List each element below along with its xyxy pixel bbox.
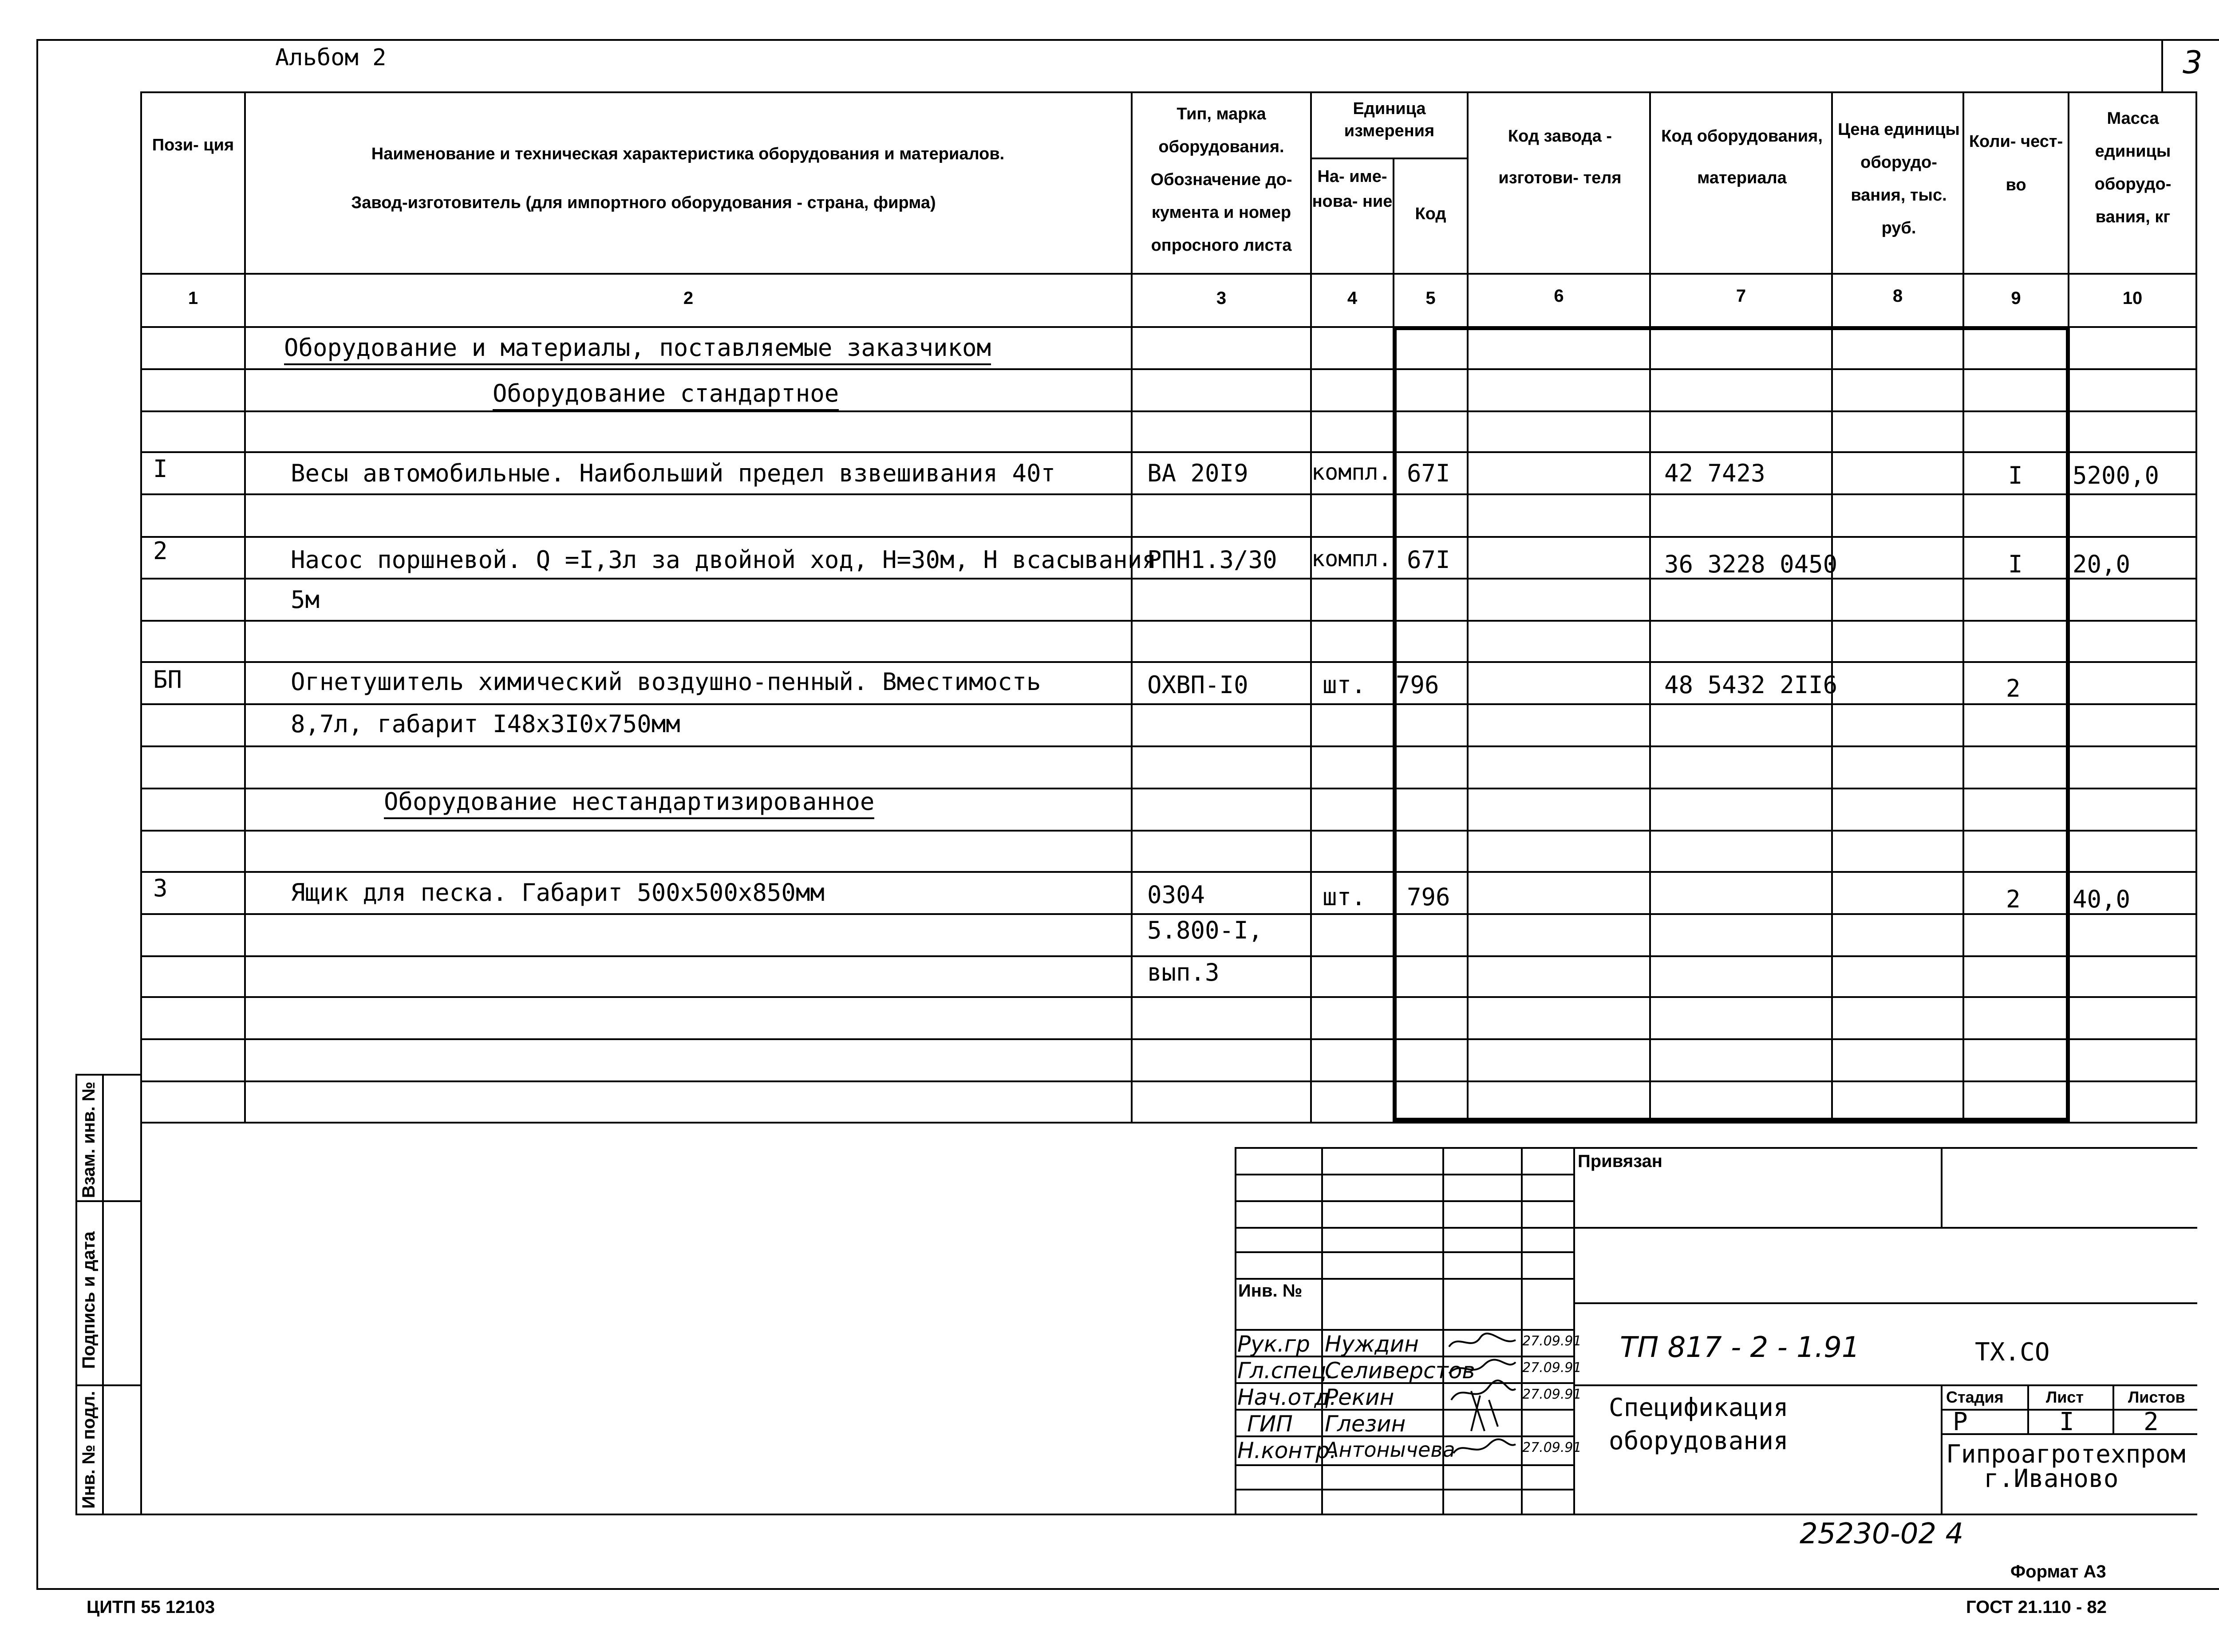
- header-col2-line1: Наименование и техническая характеристика оборудования и материалов.: [371, 145, 1005, 163]
- tb-line: [1573, 1384, 2197, 1386]
- colnum-7: 7: [1736, 286, 1746, 306]
- cell-equip-code: 42 7423: [1664, 459, 1765, 487]
- header-col2-line2: Завод-изготовитель (для импортного оборудования - страна, фирма): [351, 193, 936, 212]
- cell-qty: I: [2008, 461, 2023, 489]
- col-sep: [244, 91, 246, 1124]
- sheets-value: 2: [2144, 1408, 2159, 1436]
- tb-sep: [1521, 1147, 1523, 1515]
- cell-type: ВА 20I9: [1147, 459, 1248, 487]
- sheets-label: Листов: [2128, 1388, 2185, 1406]
- gost-label: ГОСТ 21.110 - 82: [1966, 1597, 2107, 1617]
- header-bottom: [140, 273, 2197, 275]
- cell-qty: I: [2008, 550, 2023, 578]
- row-line: [140, 1038, 2197, 1040]
- cell-type: 0304: [1147, 881, 1205, 909]
- tb-row: [1235, 1251, 1573, 1253]
- drawing-frame: [36, 39, 2219, 1590]
- section-heading: Оборудование нестандартизированное: [384, 788, 874, 819]
- doc-mark: ТХ.СО: [1975, 1338, 2050, 1367]
- tb-sep: [1941, 1384, 1943, 1515]
- cell-code: 67I: [1407, 459, 1450, 487]
- col-sep: [1831, 91, 1833, 1124]
- header-col9: Коли- чест- во: [1969, 132, 2063, 194]
- person-name: Глезин: [1325, 1411, 1406, 1437]
- page-number-box: [2161, 39, 2163, 92]
- tb-row: [1235, 1464, 1573, 1466]
- side-col-mid: [102, 1074, 104, 1515]
- row-line: [140, 451, 2197, 453]
- org-name: Гипроагротехпром: [1946, 1440, 2186, 1469]
- col-sep: [1131, 91, 1133, 1124]
- side-col-left: [75, 1074, 77, 1515]
- row-line: [140, 368, 2197, 370]
- sign-date: 27.09.91: [1522, 1360, 1582, 1376]
- cell-name: Весы автомобильные. Наибольший предел взвешивания 40т: [291, 459, 1056, 487]
- thick-box-right: [2066, 326, 2070, 1122]
- role-label: Гл.спец.: [1237, 1358, 1334, 1384]
- cell-unit: шт.: [1323, 671, 1366, 699]
- section-heading: Оборудование и материалы, поставляемые заказчиком: [284, 334, 991, 365]
- cell-mass: 5200,0: [2073, 461, 2160, 489]
- colnum-8: 8: [1892, 286, 1903, 306]
- section-heading: Оборудование стандартное: [493, 379, 839, 411]
- tb-line: [1573, 1227, 2197, 1229]
- cell-name: Огнетушитель химический воздушно-пенный. Вместимость: [291, 668, 1041, 696]
- cell-mass: 20,0: [2073, 550, 2131, 578]
- cell-name: Насос поршневой. Q =I,3л за двойной ход, Н=30м, Н всасывания: [291, 546, 1157, 574]
- colnum-1: 1: [188, 288, 198, 308]
- stage-value: Р: [1953, 1408, 1968, 1436]
- row-line: [140, 871, 2197, 873]
- cell-pos: 2: [153, 537, 168, 565]
- person-name: Нуждин: [1325, 1331, 1419, 1357]
- cell-mass: 40,0: [2073, 885, 2131, 913]
- org-city: г.Иваново: [1984, 1464, 2119, 1493]
- side-col-right: [140, 1074, 142, 1515]
- row-line: [140, 661, 2197, 663]
- doc-title-line1: Спецификация: [1609, 1393, 1789, 1422]
- cell-equip-code: 36 3228 0450: [1664, 550, 1838, 578]
- row-line: [140, 913, 2197, 915]
- side-label-sign: Подпись и дата: [79, 1231, 99, 1369]
- privyazan-label: Привязан: [1578, 1151, 1662, 1171]
- side-line: [75, 1384, 142, 1386]
- col-sep: [1467, 91, 1469, 1124]
- stage-label: Стадия: [1946, 1388, 2004, 1406]
- person-name: Селиверстов: [1325, 1358, 1475, 1384]
- cell-qty: 2: [2006, 674, 2021, 702]
- unit-split: [1310, 158, 1469, 159]
- page-number: 3: [2183, 44, 2203, 81]
- cell-name-cont: 8,7л, габарит I48x3I0x750мм: [291, 710, 680, 738]
- tb-bottom: [140, 1514, 2197, 1515]
- sign-date: 27.09.91: [1522, 1333, 1582, 1349]
- row-line: [140, 955, 2197, 957]
- row-line: [140, 745, 2197, 747]
- cell-unit: шт.: [1323, 883, 1366, 911]
- col-sep: [1310, 91, 1312, 1124]
- cell-equip-code: 48 5432 2II6: [1664, 671, 1838, 699]
- thick-box-bottom: [1393, 1118, 2070, 1122]
- header-col4: На- име- нова- ние: [1312, 167, 1393, 211]
- format-label: Формат А3: [2010, 1562, 2106, 1581]
- row-line: [140, 703, 2197, 705]
- doc-code: ТП 817 - 2 - 1.91: [1620, 1331, 1860, 1364]
- doc-title-line2: оборудования: [1609, 1427, 1789, 1455]
- cell-pos: 3: [153, 874, 168, 902]
- row-line: [140, 830, 2197, 832]
- cell-code: 796: [1396, 671, 1439, 699]
- colnum-9: 9: [2011, 288, 2021, 308]
- header-col8: Цена единицы оборудо- вания, тыс. руб.: [1838, 120, 1960, 237]
- cell-pos: I: [153, 455, 168, 483]
- row-line: [140, 578, 2197, 580]
- signature-scribbles: [1445, 1329, 1520, 1462]
- header-col7: Код оборудования, материала: [1661, 127, 1823, 187]
- person-name: Антонычева: [1325, 1438, 1455, 1462]
- cell-unit: компл.: [1311, 546, 1392, 572]
- table-bottom: [140, 1122, 2197, 1124]
- tb-top: [1235, 1147, 2197, 1149]
- row-line: [140, 536, 2197, 538]
- header-unit: Единица измерения: [1344, 99, 1435, 140]
- row-line: [140, 996, 2197, 998]
- colnum-4: 4: [1347, 288, 1358, 308]
- row-line: [140, 1080, 2197, 1082]
- cell-qty: 2: [2006, 885, 2021, 913]
- cell-code: 67I: [1407, 546, 1450, 574]
- header-col5: Код: [1415, 205, 1446, 223]
- tb-row: [1235, 1278, 1573, 1280]
- tb-row: [1235, 1174, 1573, 1175]
- album-label: Альбом 2: [275, 44, 387, 71]
- sheet-value: I: [2059, 1408, 2074, 1436]
- row-line: [140, 493, 2197, 495]
- sign-date: 27.09.91: [1522, 1440, 1582, 1455]
- colnum-2: 2: [683, 288, 694, 308]
- side-label-zam: Взам. инв. №: [79, 1081, 99, 1198]
- tb-left: [1235, 1147, 1236, 1515]
- row-line: [140, 410, 2197, 412]
- table-right: [2195, 91, 2197, 1124]
- tb-row: [1235, 1200, 1573, 1202]
- col-sep: [1649, 91, 1651, 1124]
- side-line: [75, 1074, 142, 1076]
- tb-sep: [1573, 1147, 1575, 1515]
- archive-number: 25230-02 4: [1800, 1518, 1964, 1550]
- thick-box-top: [1393, 326, 2070, 330]
- header-col3: Тип, марка оборудования. Обозначение до- кумента и номер опросного листа: [1150, 105, 1292, 255]
- tb-row: [1235, 1329, 1573, 1331]
- footer-left: ЦИТП 55 12103: [87, 1597, 215, 1617]
- row-line: [140, 620, 2197, 622]
- header-col6: Код завода - изготови- теля: [1498, 127, 1622, 187]
- sign-date: 27.09.91: [1522, 1387, 1582, 1402]
- tb-row: [1235, 1489, 1573, 1490]
- cell-name: Ящик для песка. Габарит 500x500x850мм: [291, 879, 825, 907]
- tb-line: [1573, 1302, 2197, 1304]
- table-left: [140, 91, 142, 1124]
- col-sep: [1962, 91, 1964, 1124]
- header-col1: Пози- ция: [152, 136, 234, 154]
- table-top: [140, 91, 2197, 93]
- inv-label: Инв. №: [1238, 1281, 1303, 1301]
- tb-row: [1235, 1227, 1573, 1229]
- cell-type-cont: вып.3: [1147, 958, 1220, 986]
- tb-sep: [1941, 1147, 1943, 1227]
- cell-pos: БП: [153, 666, 182, 694]
- colnum-6: 6: [1554, 286, 1564, 306]
- side-label-inv: Инв. № подл.: [79, 1391, 99, 1509]
- colnum-5: 5: [1425, 288, 1436, 308]
- cell-code: 796: [1407, 883, 1450, 911]
- side-line: [75, 1514, 142, 1515]
- colnum-10: 10: [2122, 288, 2143, 308]
- cell-unit: компл.: [1311, 459, 1392, 485]
- role-label: Нач.отд.: [1237, 1384, 1337, 1410]
- thick-box-left: [1393, 326, 1397, 1122]
- header-col10: Масса единицы оборудо- вания, кг: [2094, 109, 2172, 226]
- tb-sep: [2112, 1384, 2114, 1433]
- role-label: Н.контр.: [1237, 1438, 1337, 1463]
- role-label: ГИП: [1247, 1411, 1293, 1437]
- tb-sep: [2027, 1384, 2029, 1433]
- cell-type-cont: 5.800-I,: [1147, 916, 1263, 944]
- cell-type: РПН1.3/30: [1147, 546, 1277, 574]
- cell-type: ОХВП-I0: [1147, 671, 1248, 699]
- cell-name-cont: 5м: [291, 586, 320, 614]
- sheet-label: Лист: [2046, 1388, 2084, 1406]
- side-line: [75, 1200, 142, 1202]
- person-name: Рекин: [1325, 1384, 1394, 1410]
- colnum-3: 3: [1216, 288, 1227, 308]
- role-label: Рук.гр: [1237, 1331, 1310, 1357]
